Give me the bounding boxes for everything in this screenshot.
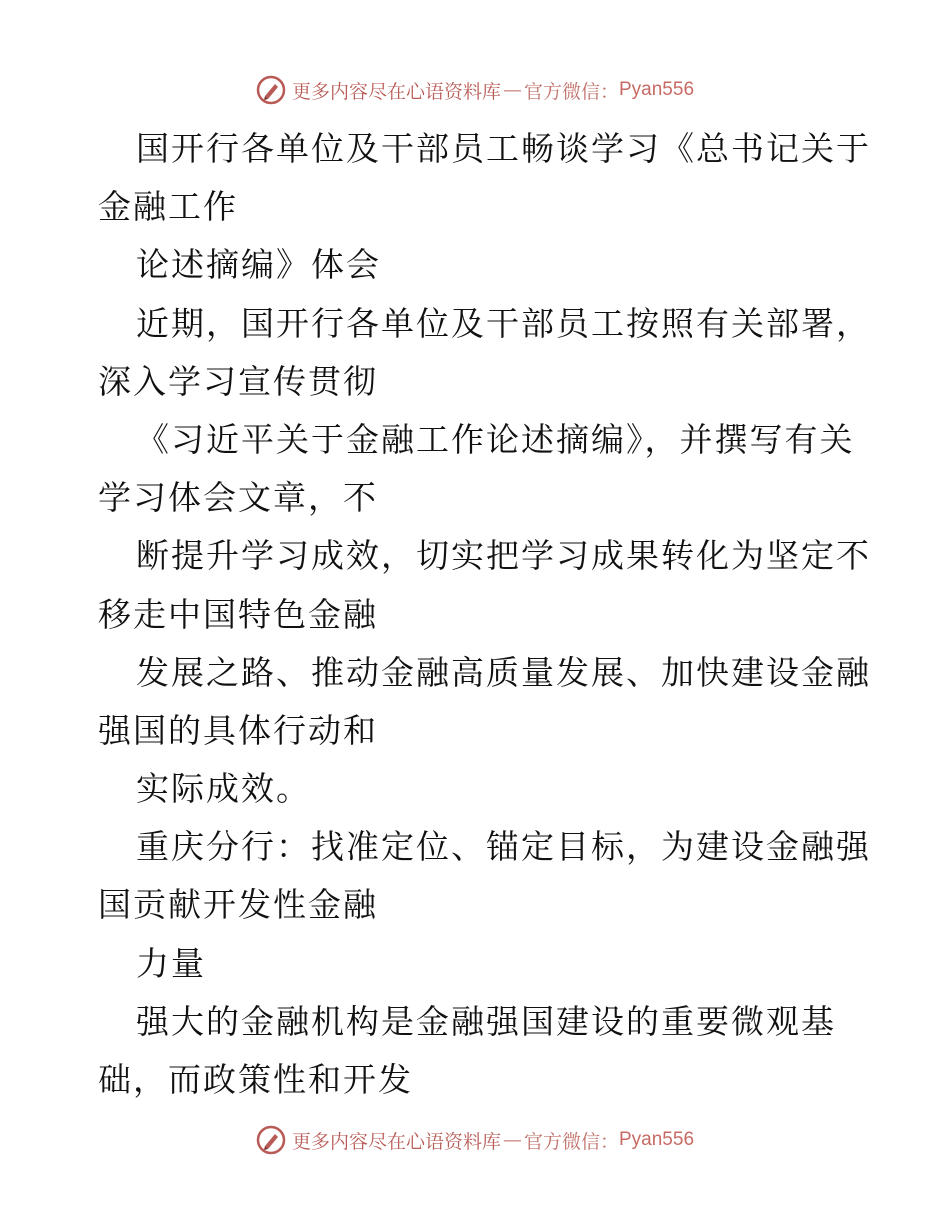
header-watermark <box>0 70 950 110</box>
doc-line: 移走中国特色金融 <box>98 594 378 634</box>
doc-line: 《习近平关于金融工作论述摘编》，并撰写有关 <box>136 419 855 459</box>
doc-line: 国贡献开发性金融 <box>98 885 378 925</box>
doc-line: 力量 <box>136 943 206 983</box>
footer-watermark <box>0 1120 950 1160</box>
watermark-brand: 更多内容尽在心语资料库 <box>291 1130 501 1153</box>
doc-line: 国开行各单位及干部员工畅谈学习《总书记关于 <box>136 129 871 168</box>
doc-line: 强大的金融机构是金融强国建设的重要微观基 <box>136 1001 836 1041</box>
doc-line: 近期，国开行各单位及干部员工按照有关部署， <box>136 303 871 343</box>
doc-line: 学习体会文章，不 <box>98 478 378 518</box>
doc-line: 断提升学习成效，切实把学习成果转化为坚定不 <box>136 536 871 576</box>
doc-line: 发展之路、推动金融高质量发展、加快建设金融 <box>136 652 871 692</box>
watermark-wechat-label: 官方微信： <box>523 1130 619 1153</box>
watermark-brand: 更多内容尽在心语资料库 <box>291 80 501 103</box>
watermark-dash: — <box>502 1129 522 1151</box>
watermark-wechat-id: Pyan556 <box>619 79 695 100</box>
doc-line: 金融工作 <box>98 187 238 227</box>
pen-logo-icon <box>256 1125 286 1155</box>
doc-line: 深入学习宣传贯彻 <box>98 361 378 401</box>
doc-line: 重庆分行：找准定位、锚定目标，为建设金融强 <box>136 827 871 867</box>
doc-line: 论述摘编》体会 <box>136 245 381 285</box>
document-body <box>98 120 871 1109</box>
watermark-wechat-id: Pyan556 <box>619 1129 695 1150</box>
watermark-dash: — <box>502 79 522 101</box>
doc-line: 础，而政策性和开发 <box>98 1060 413 1099</box>
pen-logo-icon <box>256 75 286 105</box>
watermark-wechat-label: 官方微信： <box>523 80 619 103</box>
doc-line: 实际成效。 <box>136 769 311 809</box>
doc-line: 强国的具体行动和 <box>98 710 378 750</box>
